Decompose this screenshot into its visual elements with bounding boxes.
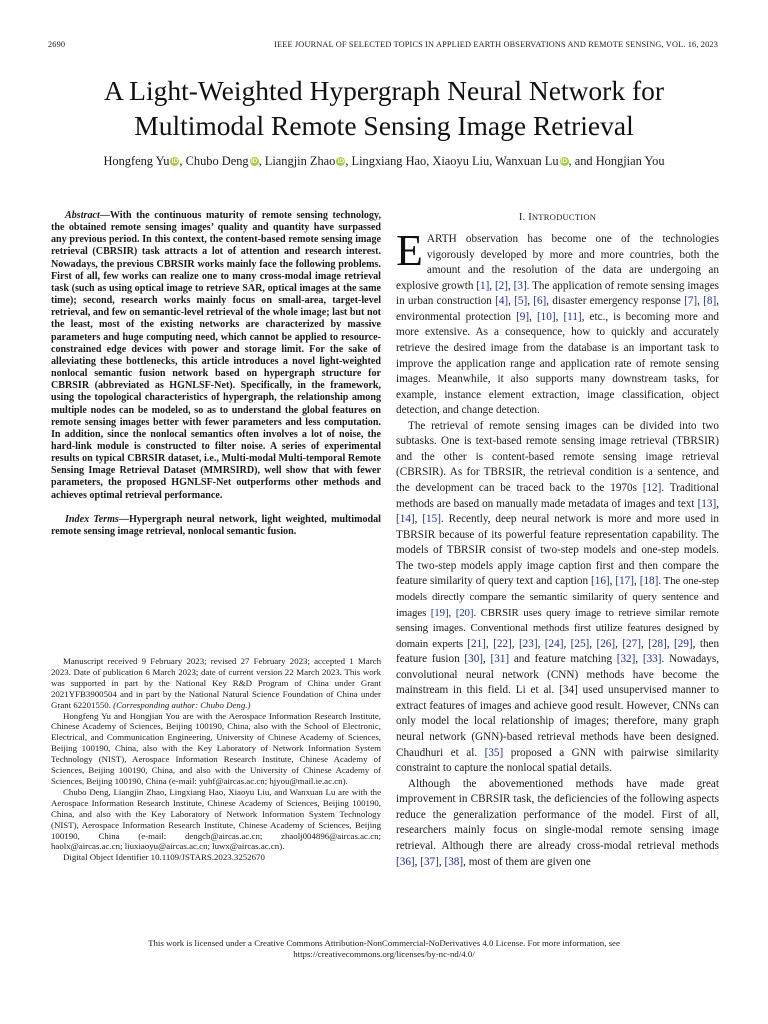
index-terms [51,514,381,538]
citation-link[interactable]: [24] [544,637,564,650]
footnotes [51,656,381,863]
footnote-affiliation-2: Chubo Deng, Liangjin Zhao, Lingxiang Hao, Xiaoyu Liu, and Wanxuan Lu are with the Aerospace Information Research Institute, Chinese Academy of Sciences, Beijing 100190, China, and also with the Key Laboratory of Network Information System Technology (NIST), Aerospace Information Research Institute, Chinese Academy of Sciences, Beijing 100190, China (e-mail: dengcb@aircas.ac.cn; zhaolj004896@aircas.ac.cn; haolx@aircas.ac.cn; liuxiaoyu@aircas.ac.cn; luwx@aircas.ac.cn). [51,786,381,852]
index-terms-label: Index Terms [65,513,119,525]
author-names: Lingxiang Hao, Xiaoyu Liu, Wanxuan Lu [351,154,559,168]
title-line-1: A Light-Weighted Hypergraph Neural Network for [103,75,665,106]
abstract-label: Abstract [65,210,100,221]
citation-link[interactable]: [38] [444,855,464,868]
citation-link[interactable]: [18] [639,575,659,588]
citation-link[interactable]: [22] [493,637,512,650]
footnote-affiliation-1: Hongfeng Yu and Hongjian You are with the Aerospace Information Research Institute, Chinese Academy of Sciences, Beijing 100190, China, also with the School of Electronic, Electrical, and Communication Engineering, University of Chinese Academy of Sciences, Beijing 100190, China, also with the Key Laboratory of Network Information System Technology (NIST), Aerospace Information Research Institute, Chinese Academy of Sciences, Beijing 100190, China, and also with the University of Chinese Academy of Sciences, Beijing 100190, China (e-mail: yuhf@aircas.ac.cn; hjyou@mail.ie.ac.cn). [51,710,381,786]
citation-link[interactable]: [10] [536,310,556,323]
orcid-icon[interactable]: iD [560,158,568,165]
citation-link[interactable]: [37] [420,855,439,868]
citation-link[interactable]: [1] [476,279,490,292]
paper-title [40,73,728,143]
citation-link[interactable]: [28] [648,637,667,650]
license-notice [60,938,708,960]
citation-link[interactable]: [3] [513,279,527,292]
author-list: Hongfeng Yu iD, Chubo Deng iD, Liangjin Zhao iD, Lingxiang Hao, Xiaoyu Liu, Wanxuan Lu iD, and Hongjian You [103,154,665,168]
citation-link[interactable]: [8] [703,295,717,308]
journal-name: IEEE JOURNAL OF SELECTED TOPICS IN APPLIED EARTH OBSERVATIONS AND REMOTE SENSING, VOL. 16, 2023 [274,40,718,49]
title-line-2: Multimodal Remote Sensing Image Retrieval [134,110,634,141]
citation-link[interactable]: [32] [616,653,636,666]
orcid-icon[interactable]: iD [250,158,258,165]
citation-link[interactable]: [7] [684,295,698,308]
license-url[interactable]: https://creativecommons.org/licenses/by-nc-nd/4.0/ [293,949,475,959]
intro-paragraph-3: Although the abovementioned methods have made great improvement in CBRSIR task, the deficiencies of the following aspects reduce the generalization performance of the model. First of all, researchers mainly focus on single-modal remote sensing image retrieval. Although there are already cross-modal retrieval methods [36], [37], [38], most of them are given one [396,777,719,868]
section-heading: I. INTRODUCTION [518,212,597,223]
citation-link[interactable]: [12] [642,482,662,494]
citation-link[interactable]: [4] [495,295,509,308]
citation-link[interactable]: [19] [430,606,449,619]
citation-link[interactable]: [11] [563,310,582,323]
citation-link[interactable]: [23] [518,637,538,650]
citation-link[interactable]: [14] [396,513,415,526]
author-name: Hongjian You [595,154,665,168]
right-column [396,210,719,870]
citation-link[interactable]: [31] [490,653,510,666]
footnote-received: Manuscript received 9 February 2023; revised 27 February 2023; accepted 1 March 2023. Date of publication 6 March 2023; date of current version 22 March 2023. This work was supported in part by the National Key R&D Program of China under Grant 2021YFB3900504 and in part by the National Natural Science Foundation of China under Grant 62201550. (Corresponding author: Chubo Deng.) [51,656,381,710]
footnote-doi: Digital Object Identifier 10.1109/JSTARS.2023.3252670 [63,852,265,863]
author-name: Liangjin Zhao [264,154,336,168]
citation-link[interactable]: [9] [516,310,530,323]
drop-cap: E [396,226,423,275]
citation-link[interactable]: [20] [455,606,474,619]
citation-link[interactable]: [21] [467,637,486,650]
abstract-text: —With the continuous maturity of remote sensing technology, the obtained remote sensing images’ quality and quantity have surpassed any previous period. In this context, the content-based remote sensing image retrieval (CBRSIR) task attracts a lot of attention and research interest. Nowadays, the previous CBRSIR works mainly face the following problems. First of all, few works can realize one to many cross-modal image retrieval task (such as using optical image to retrieve SAR, optical images at the same time); second, research works mainly focus on small-area, target-level retrieval, and few on semantic-level retrieval of the whole image; last but not the least, most of the existing networks are characterized by massive parameters and huge computing need, which cannot be applied to resource-constrained edge devices with power and storage limit. For the sake of alleviating these bottlenecks, this article introduces a novel light-weighted nonlocal semantic fusion network based on hypergraph structure for CBRSIR (abbreviated as HGNLSF-Net). Specifically, in the framework, using the topological characteristics of hypergraph, the relationship among multiple nodes can be modeled, so as to understand the global features on remote sensing images better with fewer parameters and less computation. In addition, since the nonlocal semantics often involves a lot of noise, the hard-link module is constructed to filter noise. A series of experimental results on typical CBRSIR dataset, i.e., Multi-modal Multi-temporal Remote Sensing Image Retrieval Dataset (MMRSIRD), well show that with fewer parameters, the proposed HGNLSF-Net outperforms other methods and achieves optimal retrieval performance. [51,210,381,501]
running-header [48,40,718,54]
abstract [51,210,381,502]
license-text: This work is licensed under a Creative Commons Attribution-NonCommercial-NoDerivatives 4.0 License. For more information, see [148,938,620,948]
citation-link[interactable]: [17] [615,575,634,588]
citation-link[interactable]: [13] [697,497,717,510]
left-column [51,210,381,538]
citation-link[interactable]: [16] [591,575,610,588]
intro-paragraph-2: The retrieval of remote sensing images can be divided into two subtasks. One is text-based remote sensing image retrieval (TBRSIR) and the other is content-based remote sensing image retrieval (CBRSIR). As for TBRSIR, the retrieval condition is a sentence, and the development can be traced back to the 1970s [12]. Traditional methods are based on manually made metadata of images and text [13], [14], [15]. Recently, deep neural network is more and more used in TBRSIR because of its powerful feature representation capability. The models of TBRSIR consist of two-step models and one-step models. The two-step models apply image caption first and then compare the feature similarity of query text and caption [16], [17], [18]. The one-step models directly compare the semantic similarity of query sentence and images [19], [20]. CBRSIR uses query image to retrieve similar remote sensing images. Conventional methods first utilize features designed by domain experts [21], [22], [23], [24], [25], [26], [27], [28], [29], then feature fusion [30], [31] and feature matching [32], [33]. Nowadays, convolutional neural network (CNN) methods have become the mainstream in this field. Li et al. [34] used unsupervised manner to extract features of images and achieve good result. However, CNNs can only model the local relationship of images; therefore, many graph neural network (GNN)-based retrieval methods have been designed. Chaudhuri et al. [35] proposed a GNN with pairwise similarity constraint to capture the nonlocal spatial details. [396,419,720,775]
citation-link[interactable]: [6] [533,295,547,308]
author-name: Chubo Deng [185,154,249,168]
citation-link[interactable]: [27] [622,637,641,650]
page-number: 2690 [48,40,66,49]
citation-link[interactable]: [25] [570,637,590,650]
orcid-icon[interactable]: iD [171,158,179,165]
citation-link[interactable]: [15] [422,513,441,526]
citation-link[interactable]: [26] [596,637,616,650]
citation-link[interactable]: [36] [396,855,415,868]
author-name: Hongfeng Yu [103,154,170,168]
citation-link[interactable]: [5] [514,295,528,308]
index-terms-text: —Hypergraph neural network, light weighted, multimodal remote sensing image retrieval, nonlocal semantic fusion. [51,513,381,537]
citation-link[interactable]: [29] [674,637,693,650]
citation-link[interactable]: [30] [464,653,484,666]
orcid-icon[interactable]: iD [337,158,345,165]
intro-paragraph-1: EARTH observation has become one of the technologies vigorously developed by more and more countries, both the amount and the resolution of the data are undergoing an explosive growth [1], [2], [3]. The application of remote sensing images in urban construction [4], [5], [6], disaster emergency response [7], [8], environmental protection [9], [10], [11], etc., is becoming more and more extensive. As a consequence, how to quickly and accurately retrieve the desired image from the database is an important task to improve the application range and application rate of remote sensing images. Meanwhile, it also supports many downstream tasks, for example, instance element extraction, image classification, object detection, and change detection. [396,226,720,417]
citation-link[interactable]: [33] [642,653,662,666]
citation-link[interactable]: [2] [494,279,508,292]
citation-link[interactable]: [35] [484,746,504,759]
